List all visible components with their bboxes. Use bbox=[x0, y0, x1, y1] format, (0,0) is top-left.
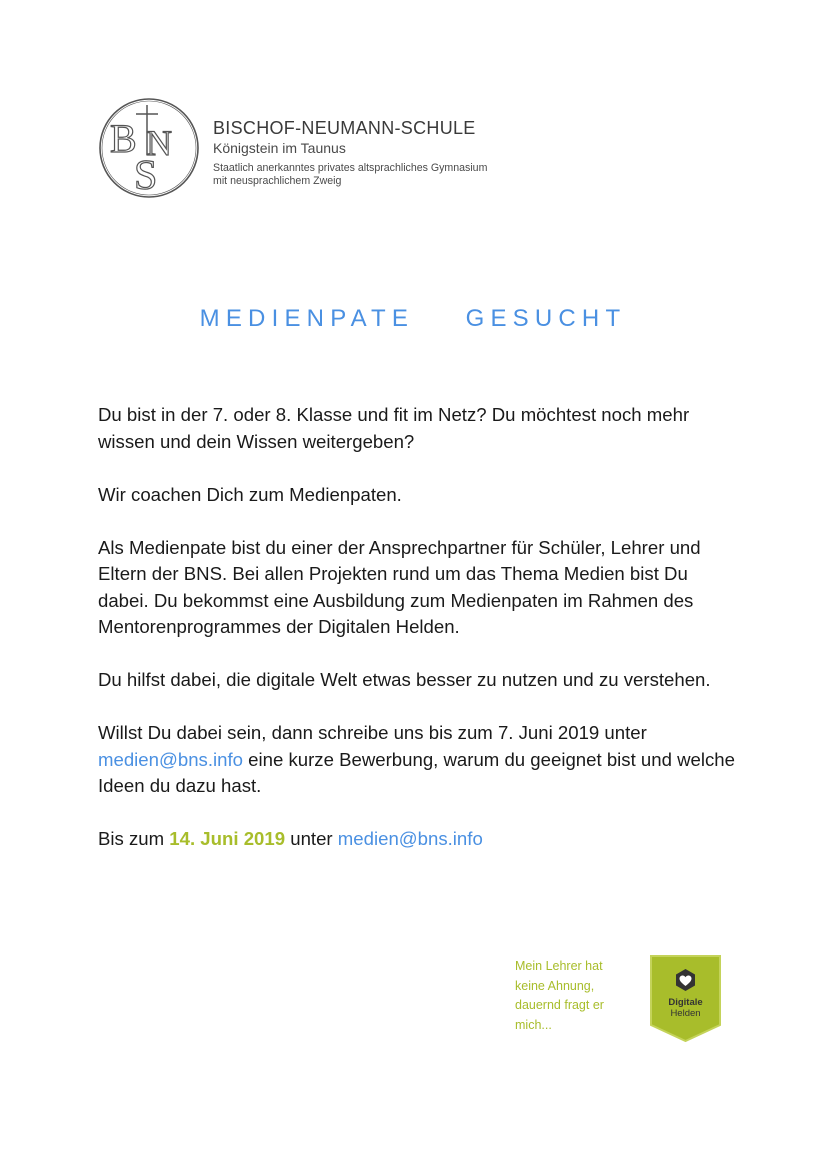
school-seal-icon bbox=[98, 97, 200, 199]
badge-line1: Digitale bbox=[668, 997, 703, 1008]
paragraph-role: Als Medienpate bist du einer der Ansprechpartner für Schüler, Lehrer und Eltern der BNS. Bei allen Projekten rund um das Thema Medien bist Du dabei. Du bekommst eine Ausbildung zum Medienpaten im Rahmen des Mentorenprogrammes der Digitalen Helden. bbox=[98, 536, 701, 637]
paragraph-deadline bbox=[98, 826, 738, 853]
quote-line: keine Ahnung, bbox=[515, 978, 595, 993]
body-text bbox=[98, 402, 738, 879]
svg-text:N: N bbox=[146, 123, 172, 163]
badge-line2: Helden bbox=[670, 1008, 701, 1019]
email-link[interactable]: medien@bns.info bbox=[98, 748, 243, 770]
deadline-date: 14. Juni 2019 bbox=[169, 828, 286, 849]
application-text-after: eine kurze Bewerbung, warum du geeignet bist und welche Ideen du dazu hast. bbox=[98, 748, 735, 796]
page-title: MEDIENPATE GESUCHT bbox=[199, 305, 627, 332]
deadline-email-link[interactable]: medien@bns.info bbox=[337, 828, 483, 849]
digitale-helden-logo bbox=[648, 953, 723, 1042]
school-logo bbox=[98, 97, 200, 199]
school-description-line2: mit neusprachlichem Zweig bbox=[213, 175, 342, 187]
school-city: Königstein im Taunus bbox=[213, 140, 346, 156]
svg-text:B: B bbox=[110, 116, 137, 161]
quote-line: dauernd fragt er bbox=[515, 998, 604, 1012]
paragraph-purpose: Du hilfst dabei, die digitale Welt etwas besser zu nutzen und zu verstehen. bbox=[98, 669, 711, 690]
application-text-before: Willst Du dabei sein, dann schreibe uns bis zum 7. Juni 2019 unter bbox=[98, 722, 647, 743]
paragraph-coaching: Wir coachen Dich zum Medienpaten. bbox=[98, 483, 402, 505]
deadline-text-middle: unter bbox=[285, 828, 338, 849]
school-name: BISCHOF-NEUMANN-SCHULE bbox=[213, 118, 476, 138]
quote-line: Mein Lehrer hat bbox=[515, 959, 603, 973]
school-description bbox=[213, 162, 533, 188]
quote-line: mich... bbox=[515, 1017, 552, 1032]
school-description-line1: Staatlich anerkanntes privates altsprachliches Gymnasium bbox=[213, 162, 488, 174]
paragraph-application bbox=[98, 720, 738, 800]
deadline-text-before: Bis zum bbox=[98, 828, 170, 849]
svg-text:S: S bbox=[134, 153, 158, 199]
paragraph-intro: Du bist in der 7. oder 8. Klasse und fit im Netz? Du möchtest noch mehr wissen und dein Wissen weitergeben? bbox=[98, 404, 690, 452]
footer-quote bbox=[515, 957, 635, 1035]
